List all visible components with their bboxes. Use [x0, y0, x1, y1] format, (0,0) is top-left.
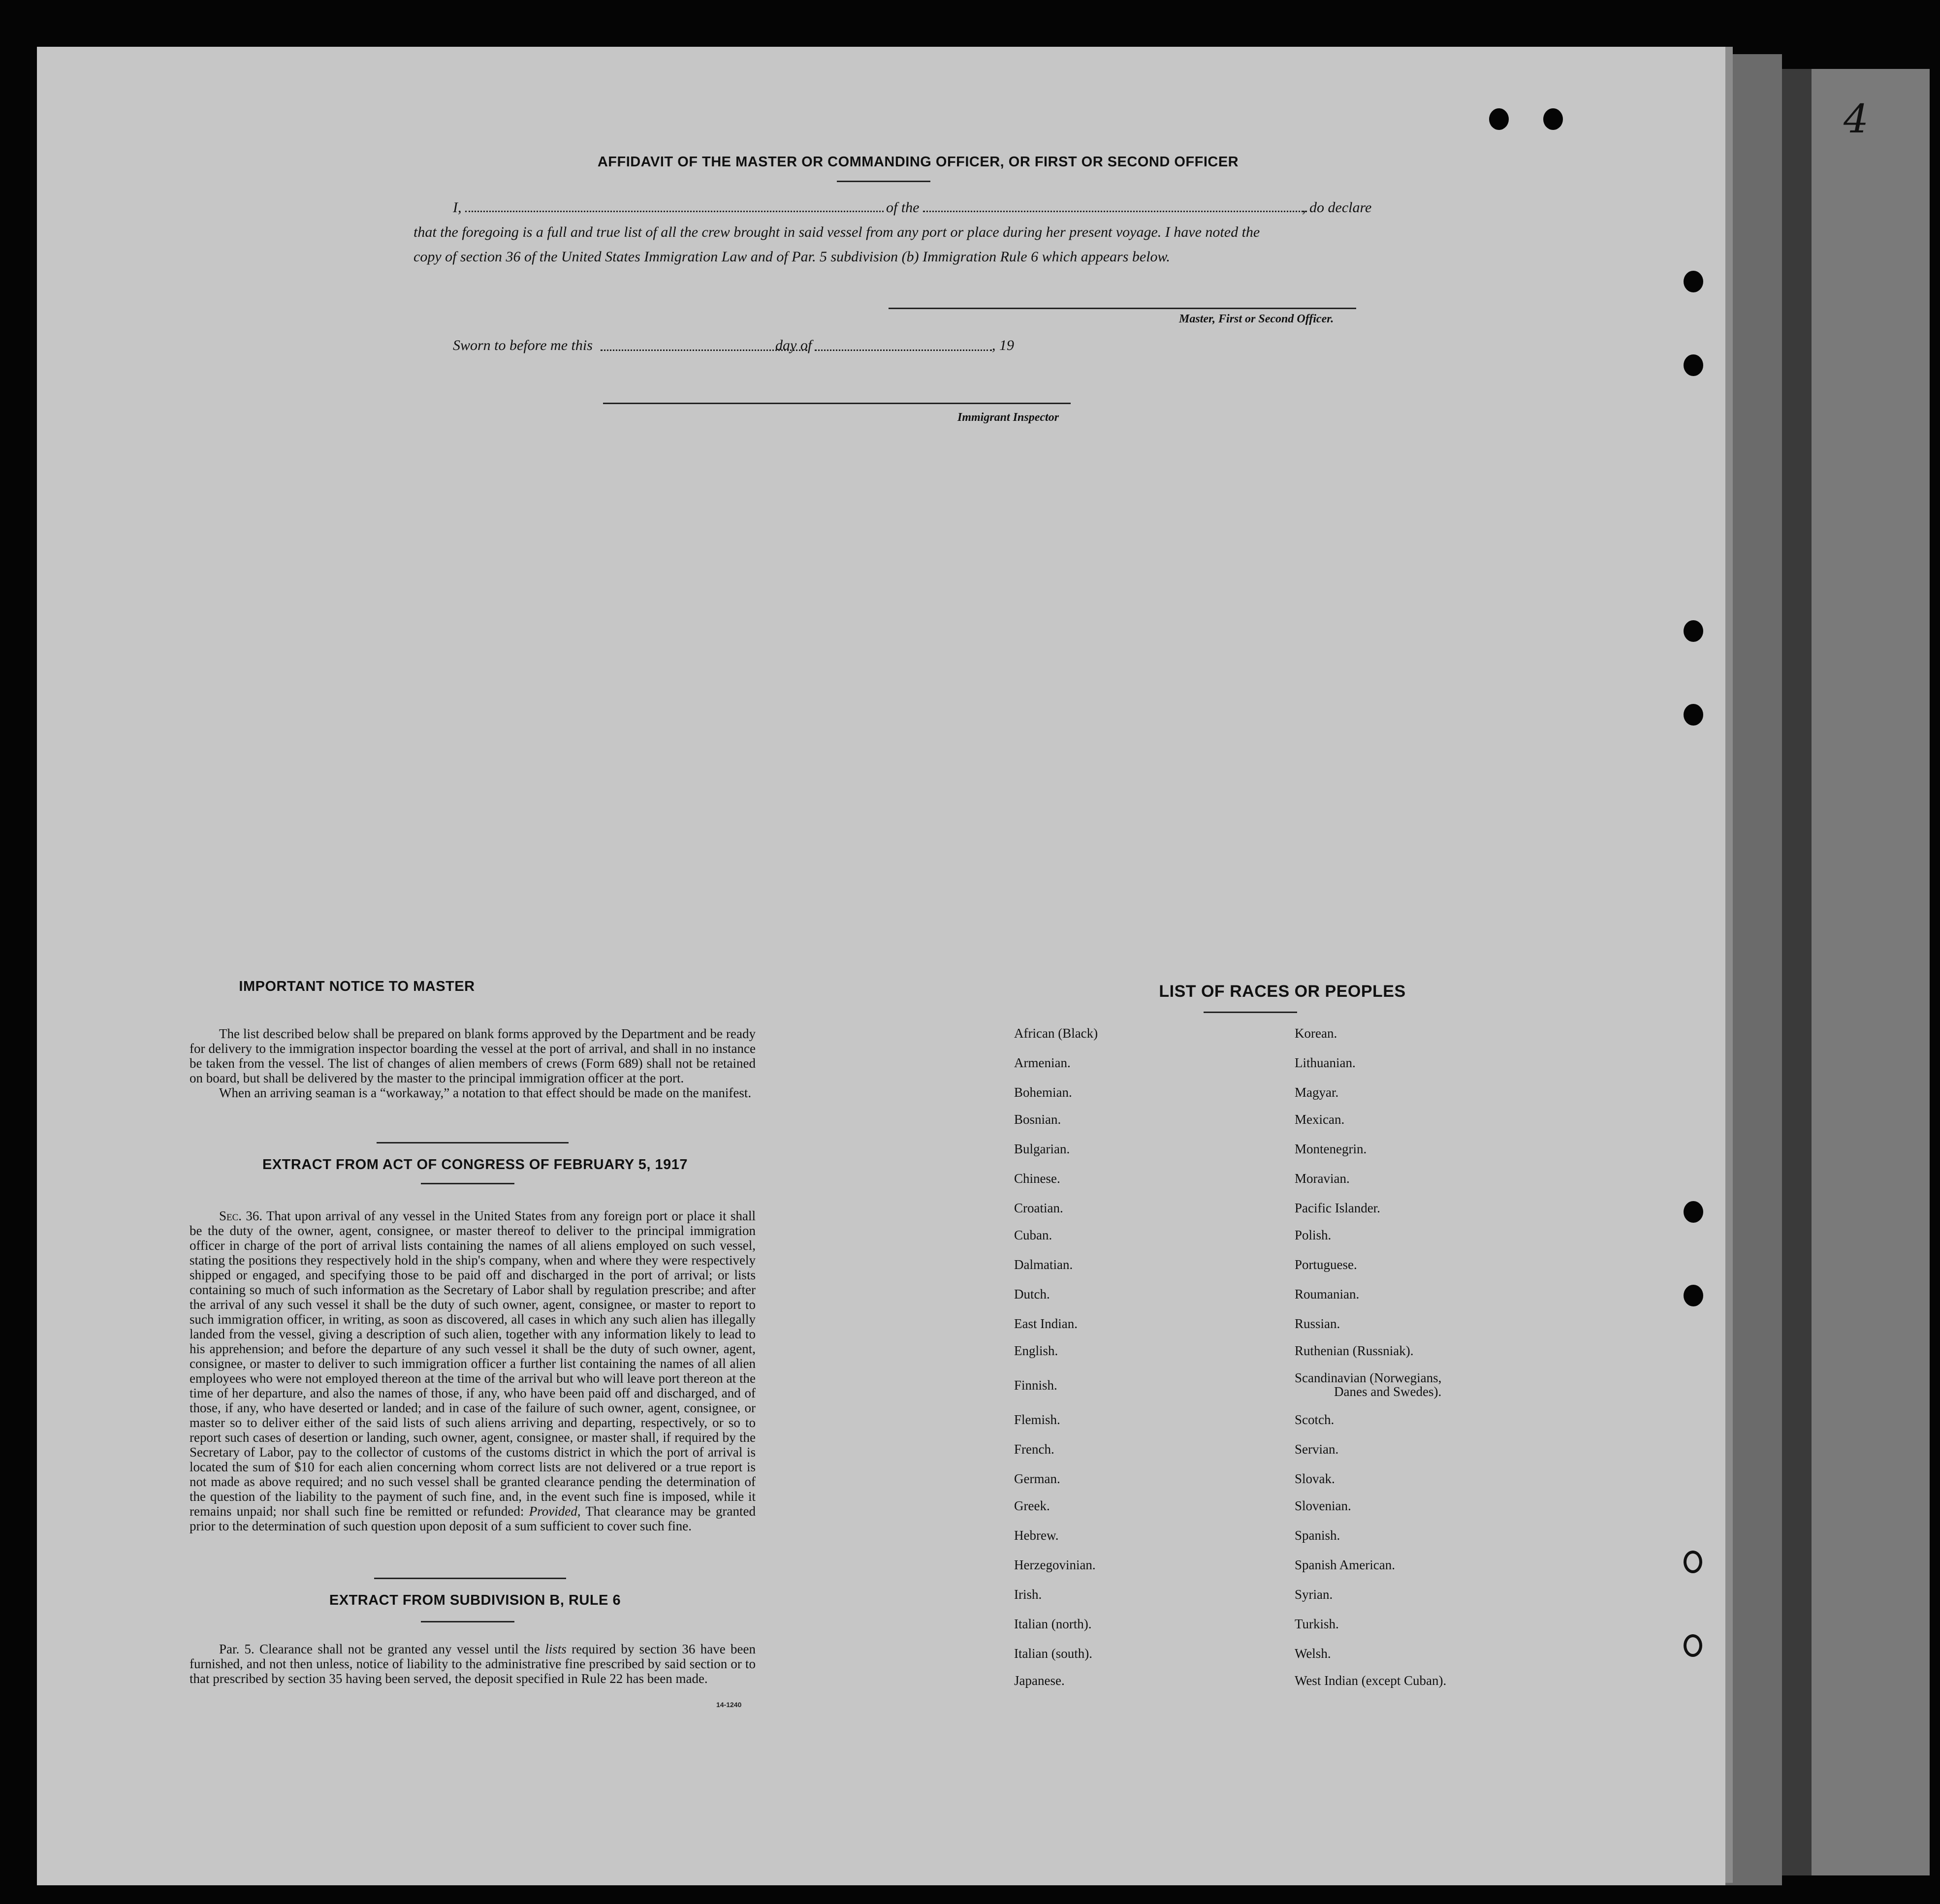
inspector-signature-line[interactable]	[603, 403, 1071, 404]
punch-hole	[1684, 1285, 1703, 1306]
race-item: Pacific Islander.	[1295, 1201, 1380, 1215]
race-item: East Indian.	[1014, 1316, 1078, 1331]
notice-paragraph-1: The list described below shall be prepared on blank forms approved by the Department and be ready for delivery to the immigration inspector boarding the vessel at the port of arrival, and shall in no instance be taken from the vessel. The list of changes of alien members of crews (Form 689) shall not be retained on board, but shall be delivered by the master to the principal immigration officer at the port.	[190, 1026, 756, 1085]
punch-hole	[1543, 108, 1563, 130]
race-item: Italian (south).	[1014, 1646, 1092, 1661]
race-item: Finnish.	[1014, 1378, 1057, 1393]
race-item: Dalmatian.	[1014, 1257, 1073, 1272]
race-item: Mexican.	[1295, 1112, 1345, 1127]
race-item: Japanese.	[1014, 1673, 1065, 1688]
race-item: Turkish.	[1295, 1617, 1339, 1631]
races-title: LIST OF RACES OR PEOPLES	[1159, 982, 1406, 1001]
affidavit-i-label: I,	[453, 199, 462, 216]
race-item: English.	[1014, 1343, 1058, 1358]
race-item: Servian.	[1295, 1442, 1339, 1457]
affidavit-do-declare: , do declare	[1302, 199, 1372, 216]
race-item: Bohemian.	[1014, 1085, 1072, 1100]
race-item: Welsh.	[1295, 1646, 1331, 1661]
rule-extract-title: EXTRACT FROM SUBDIVISION B, RULE 6	[329, 1592, 621, 1608]
race-item: Montenegrin.	[1295, 1142, 1367, 1156]
act-text-part1: That upon arrival of any vessel in the United States from any foreign port or place it shall be the duty of the owner, agent, consignee, or master thereof to deliver to the principal immigration officer in charge of the port of arrival lists containing the names of all aliens employed on such vessel, stating the positions they respectively hold in the ship's company, when and where they were respectively shipped or engaged, and specifying those to be paid off and discharged in the port of arrival; or lists containing so much of such information as the Secretary of Labor shall by regulation prescribe; and after the arrival of any such vessel it shall be the duty of such owner, agent, consignee, or master to report to such immigration officer, in writing, as soon as discovered, all cases in which any such alien has illegally landed from the vessel, giving a description of such alien, together with any information likely to lead to his apprehension; and before the departure of any such vessel it shall be the duty of such owner, agent, consignee, or master to deliver to such immigration officer a further list containing the names of all alien employees who were not employed thereon at the time of the arrival but who will leave port thereon at the time of her departure, and also the names of those, if any, who have been paid off and discharged, and of those, if any, who have deserted or landed; and in case of the failure of such owner, agent, consignee, or master so to deliver either of the said lists of such aliens arriving and departing, respectively, or so to report such cases of desertion or landing, such owner, agent, consignee, or master shall, if required by the Secretary of Labor, pay to the collector of customs of the customs district in which the port of arrival is located the sum of $10 for each alien concerning whom correct lists are not delivered or a true report is not made as above required; and no such vessel shall be granted clearance pending the determination of the question of the liability to the payment of such fine, and, in the event such fine is imposed, while it remains unpaid; nor shall such fine be remitted or refunded:	[190, 1208, 756, 1519]
race-item: Polish.	[1295, 1228, 1332, 1242]
affidavit-body-line-1: that the foregoing is a full and true list of all the crew brought in said vessel from any port or place during her present voyage. I have noted the	[413, 224, 1260, 240]
race-item: Lithuanian.	[1295, 1055, 1356, 1070]
race-item: Spanish American.	[1295, 1557, 1395, 1572]
punch-hole	[1684, 704, 1703, 726]
affidavit-body-line-2: copy of section 36 of the United States Immigration Law and of Par. 5 subdivision (b) Immigration Rule 6 which appears below.	[413, 249, 1170, 265]
document-sheet	[37, 47, 1725, 1885]
affidavit-of-the-label: of the	[886, 199, 920, 216]
punch-hole-reinforced	[1684, 1634, 1702, 1657]
race-item: Hebrew.	[1014, 1528, 1059, 1543]
divider	[837, 181, 930, 182]
affiant-name-field[interactable]	[465, 211, 884, 212]
sworn-prefix: Sworn to before me this	[453, 337, 593, 353]
provided-word: Provided,	[529, 1504, 581, 1519]
punch-hole-reinforced	[1684, 1551, 1702, 1573]
sworn-year: , 19	[992, 337, 1014, 353]
race-item: African (Black)	[1014, 1026, 1098, 1041]
punch-hole	[1684, 354, 1703, 376]
punch-hole	[1684, 271, 1703, 292]
race-item: West Indian (except Cuban).	[1295, 1673, 1447, 1688]
affidavit-title: AFFIDAVIT OF THE MASTER OR COMMANDING OFFICER, OR FIRST OR SECOND OFFICER	[597, 154, 1239, 170]
divider	[1204, 1012, 1297, 1013]
act-text-part2: That clearance may be granted prior to the determination of such question upon deposit of a sum sufficient to cover such fine.	[190, 1504, 756, 1533]
race-item: German.	[1014, 1471, 1060, 1486]
race-item: Danes and Swedes).	[1334, 1384, 1442, 1399]
master-signature-label: Master, First or Second Officer.	[1179, 313, 1334, 325]
race-item: Ruthenian (Russniak).	[1295, 1343, 1414, 1358]
master-signature-line[interactable]	[889, 308, 1356, 309]
divider	[421, 1621, 514, 1622]
sec-label: Sec. 36.	[219, 1208, 263, 1223]
underlying-page-edge	[1812, 69, 1930, 1875]
punch-hole	[1684, 1201, 1703, 1223]
race-item: Bulgarian.	[1014, 1142, 1070, 1156]
race-item: Dutch.	[1014, 1287, 1050, 1301]
act-extract-title: EXTRACT FROM ACT OF CONGRESS OF FEBRUARY 5, 1917	[262, 1157, 688, 1173]
rule-text-part1: Par. 5. Clearance shall not be granted any vessel until the	[219, 1642, 540, 1656]
race-item: Irish.	[1014, 1587, 1042, 1602]
sworn-month-field[interactable]	[815, 349, 992, 351]
race-item: Armenian.	[1014, 1055, 1071, 1070]
race-item: Chinese.	[1014, 1171, 1060, 1186]
race-item: Slovak.	[1295, 1471, 1335, 1486]
race-item: Slovenian.	[1295, 1498, 1351, 1513]
inspector-label: Immigrant Inspector	[957, 411, 1059, 424]
form-number: 14-1240	[716, 1701, 742, 1709]
race-item: Korean.	[1295, 1026, 1337, 1041]
vessel-name-field[interactable]	[923, 211, 1307, 212]
race-item: Cuban.	[1014, 1228, 1052, 1242]
notice-title: IMPORTANT NOTICE TO MASTER	[239, 979, 475, 994]
race-item: Russian.	[1295, 1316, 1340, 1331]
race-item: Herzegovinian.	[1014, 1557, 1096, 1572]
race-item: Greek.	[1014, 1498, 1050, 1513]
race-item: Flemish.	[1014, 1412, 1060, 1427]
punch-hole	[1684, 620, 1703, 642]
race-item: Scotch.	[1295, 1412, 1335, 1427]
lists-word: lists	[545, 1642, 567, 1656]
binder-shadow	[1782, 69, 1812, 1875]
race-item: Syrian.	[1295, 1587, 1333, 1602]
page-number-mark: 4	[1844, 96, 1869, 142]
divider	[377, 1142, 569, 1143]
race-item: Moravian.	[1295, 1171, 1350, 1186]
race-item: Portuguese.	[1295, 1257, 1357, 1272]
punch-hole	[1489, 108, 1509, 130]
act-extract-text	[190, 1208, 756, 1533]
notice-text	[190, 1026, 756, 1100]
sworn-day-of: day of	[775, 337, 812, 353]
race-item: Scandinavian (Norwegians,	[1295, 1370, 1442, 1385]
rule-extract-text	[190, 1642, 756, 1686]
race-item: Spanish.	[1295, 1528, 1340, 1543]
divider	[421, 1183, 514, 1184]
race-item: Roumanian.	[1295, 1287, 1360, 1301]
race-item: Bosnian.	[1014, 1112, 1061, 1127]
race-item: Magyar.	[1295, 1085, 1339, 1100]
rule-text-part2: required by section 36 have been furnished, and not then unless, notice of liability to the administrative fine prescribed by said section or to that prescribed by section 35 having been served, the deposit specified in Rule 22 has been made.	[190, 1642, 756, 1686]
race-item: Croatian.	[1014, 1201, 1063, 1215]
notice-paragraph-2: When an arriving seaman is a “workaway,” a notation to that effect should be made on the manifest.	[219, 1085, 752, 1100]
divider	[374, 1578, 566, 1579]
race-item: Italian (north).	[1014, 1617, 1092, 1631]
race-item: French.	[1014, 1442, 1054, 1457]
